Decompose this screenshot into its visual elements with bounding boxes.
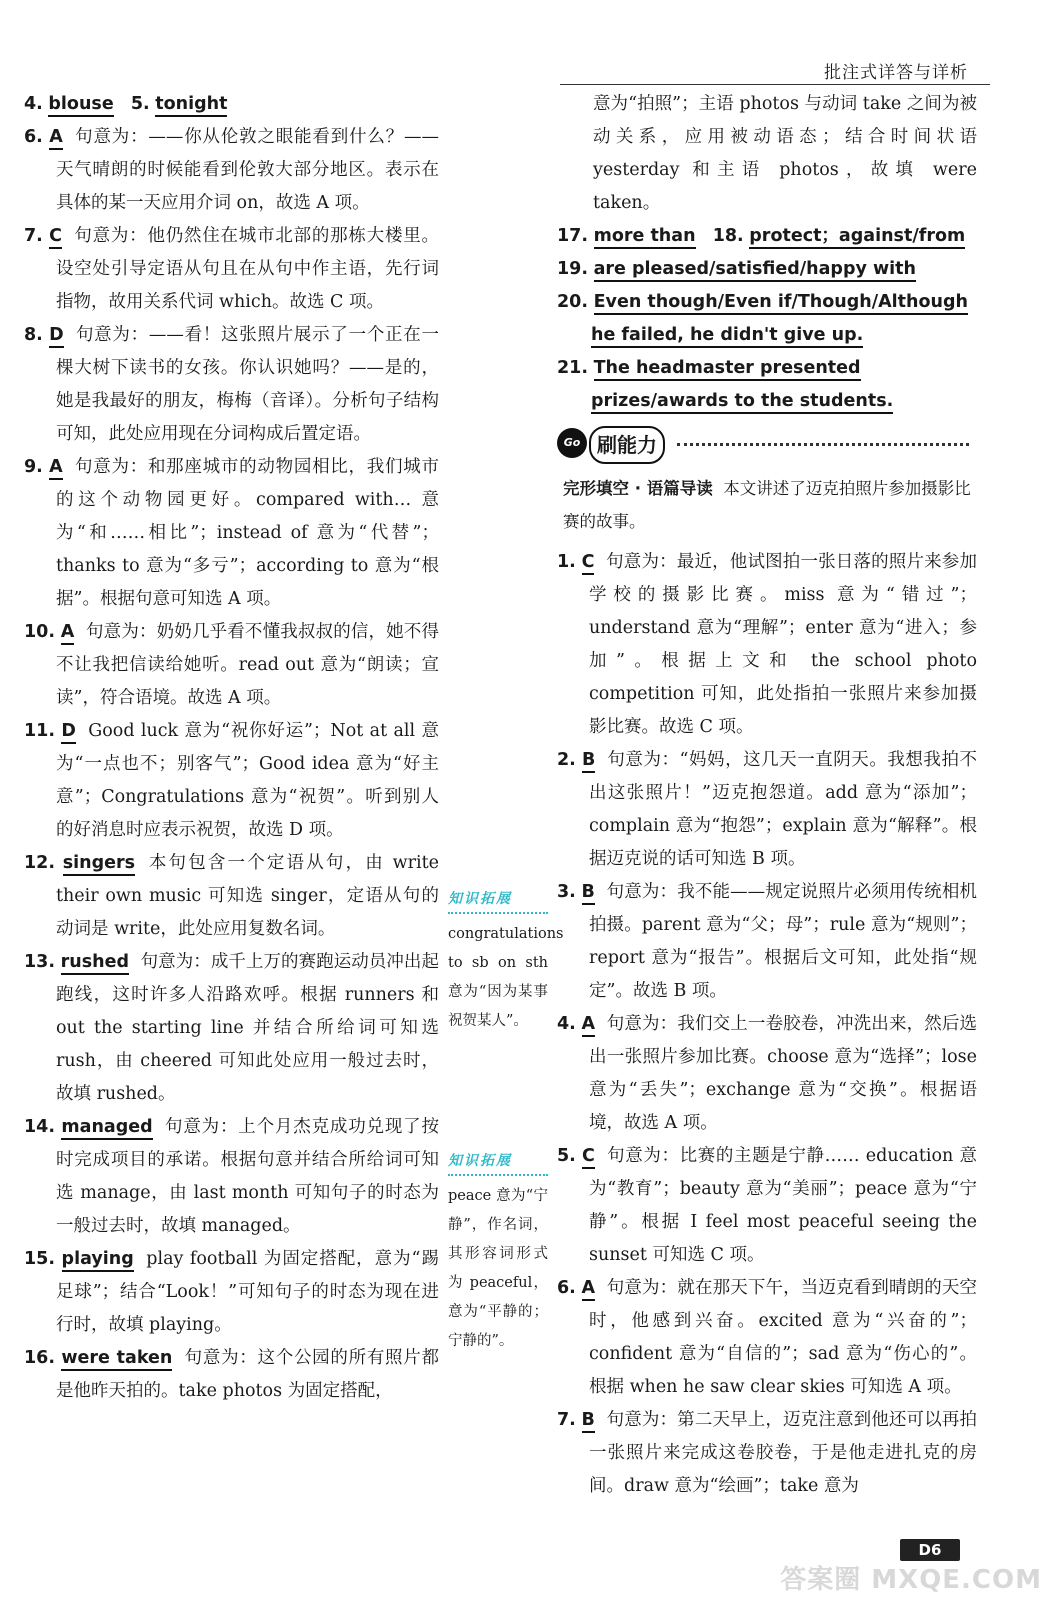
answer-item	[557, 744, 977, 876]
item-number: 4.	[24, 94, 43, 114]
answer-key: A	[61, 622, 75, 645]
answer-key: B	[582, 882, 595, 905]
explanation-text: 句意为：最近，他试图拍一张日落的照片来参加学校的摄影比赛。miss 意为“错过”；understand 意为“理解”；enter 意为“进入；参加”。根据上文和 the school photo competition 可知，此处指拍一张照片来参加摄影比赛。故选 C 项。	[589, 552, 977, 737]
answer-key: B	[582, 750, 595, 773]
answer-item	[557, 1008, 977, 1140]
explanation-text: 句意为：他仍然住在城市北部的那栋大楼里。设空处引导定语从句且在从句中作主语，先行词指物，故用关系代词 which。故选 C 项。	[56, 226, 439, 312]
answer-item	[24, 715, 439, 847]
fill-in-row	[557, 286, 977, 352]
fill-in-answers	[557, 220, 977, 418]
item-number: 12.	[24, 853, 56, 873]
item-number: 21.	[557, 358, 589, 378]
answer-key: A	[582, 1014, 596, 1037]
item-number: 15.	[24, 1249, 56, 1269]
item-number: 1.	[557, 552, 576, 572]
explanation-text: 句意为：上个月杰克成功兑现了按时完成项目的承诺。根据句意并结合所给词可知选 manage，由 last month 可知句子的时态为一般过去时，故填 managed。	[56, 1117, 439, 1236]
answer-item	[24, 1342, 439, 1408]
answer-item	[24, 220, 439, 319]
answer-item	[24, 451, 439, 616]
answer-key: blouse	[48, 94, 113, 117]
answer-item	[557, 1140, 977, 1272]
answer-key: D	[61, 721, 76, 744]
item-number: 8.	[24, 325, 43, 345]
fill-in-row	[557, 352, 977, 418]
explanation-text: 句意为：我不能——规定说照片必须用传统相机拍摄。parent 意为“父；母”；rule 意为“规则”；report 意为“报告”。根据后文可知，此处指“规定”。故选 B 项。	[589, 882, 977, 1001]
answer-item	[24, 847, 439, 946]
note-text: congratulations to sb on sth 意为“因为某事祝贺某人”。	[448, 926, 564, 1029]
item-number: 6.	[557, 1278, 576, 1298]
note-divider	[448, 1174, 548, 1176]
section-badge-icon: Go	[557, 428, 587, 458]
cloze-intro	[557, 472, 977, 538]
note-tag: 知识拓展	[448, 891, 512, 907]
continuation-text: 意为“拍照”；主语 photos 与动词 take 之间为被动关系，应用被动语态；结合时间状语 yesterday 和主语 photos，故填 were taken。	[593, 94, 977, 213]
answer-key: The headmaster presented prizes/awards to the students.	[591, 358, 893, 414]
item-number: 17.	[557, 226, 589, 246]
explanation-text: 句意为：——你从伦敦之眼能看到什么？——天气晴朗的时候能看到伦敦大部分地区。表示在具体的某一天应用介词 on，故选 A 项。	[56, 127, 439, 213]
section-title: 刷能力	[589, 426, 665, 464]
answer-item	[24, 1111, 439, 1243]
answer-item	[557, 876, 977, 1008]
answer-key: A	[49, 457, 63, 480]
answer-key: D	[49, 325, 64, 348]
answer-item	[24, 319, 439, 451]
item-number: 13.	[24, 952, 56, 972]
item-number: 11.	[24, 721, 56, 741]
answer-item	[24, 121, 439, 220]
item-number: 19.	[557, 259, 589, 279]
explanation-text: 句意为：就在那天下午，当迈克看到晴朗的天空时，他感到兴奋。excited 意为“兴奋的”；confident 意为“自信的”；sad 意为“伤心的”。根据 when he saw clear skies 可知选 A 项。	[589, 1278, 977, 1397]
item-number: 14.	[24, 1117, 56, 1137]
answer-item	[24, 1243, 439, 1342]
note-divider	[448, 912, 548, 914]
intro-tag: 完形填空 · 语篇导读	[563, 479, 713, 498]
explanation-text: play football 为固定搭配，意为“踢足球”；结合“Look！”可知句子的时态为现在进行时，故填 playing。	[56, 1249, 439, 1335]
answer-key: protect；against/from	[749, 226, 965, 249]
answer-key: Even though/Even if/Though/Although he failed, he didn't give up.	[591, 292, 968, 348]
note-tag: 知识拓展	[448, 1153, 512, 1169]
answer-key: rushed	[61, 952, 129, 975]
explanation-text: 句意为：第二天早上，迈克注意到他还可以再拍一张照片来完成这卷胶卷，于是他走进扎克的房间。draw 意为“绘画”；take 意为	[589, 1410, 977, 1496]
note-text: peace 意为“宁静”，作名词，其形容词形式为 peaceful，意为“平静的；宁静的”。	[448, 1188, 548, 1349]
answer-item	[557, 1272, 977, 1404]
item-number: 5.	[130, 94, 150, 114]
answer-item	[24, 616, 439, 715]
item-number: 6.	[24, 127, 43, 147]
explanation-text: 句意为：这个公园的所有照片都是他昨天拍的。take photos 为固定搭配，	[56, 1348, 439, 1401]
item-number: 4.	[557, 1014, 576, 1034]
cloze-answers	[557, 546, 977, 1503]
answer-item	[557, 1404, 977, 1503]
explanation-text: 句意为：比赛的主题是宁静…… education 意为“教育”；beauty 意为“美丽”；peace 意为“宁静”。根据 I feel most peaceful seeing the sunset 可知选 C 项。	[589, 1146, 977, 1265]
answer-key: singers	[63, 853, 135, 876]
answer-item	[24, 946, 439, 1111]
explanation-text: 句意为：和那座城市的动物园相比，我们城市的这个动物园更好。compared with… 意为“和……相比”；instead of 意为“代替”；thanks to 意为“多亏”；according to 意为“根据”。根据句意可知选 A 项。	[56, 457, 439, 609]
item-number: 5.	[557, 1146, 576, 1166]
right-column	[557, 88, 977, 1503]
answer-key: A	[49, 127, 63, 150]
answer-key: were taken	[61, 1348, 172, 1371]
explanation-text: 句意为：成千上万的赛跑运动员冲出起跑线，这时许多人沿路欢呼。根据 runners 和 out the starting line 并结合所给词可知选 rush，由 cheered 可知此处应用一般过去时，故填 rushed。	[56, 952, 439, 1104]
watermark-logo: 答案圈 MXQE.COM	[780, 1565, 1042, 1595]
explanation-text: 本句包含一个定语从句，由 write their own music 可知选 singer，定语从句的动词是 write，此处应用复数名词。	[56, 853, 439, 939]
section-header	[557, 424, 977, 466]
item-number: 7.	[557, 1410, 576, 1430]
page-number: D6	[900, 1539, 960, 1561]
answer-key: A	[582, 1278, 596, 1301]
item-number: 20.	[557, 292, 589, 312]
item-number: 7.	[24, 226, 43, 246]
explanation-text: 句意为：“妈妈，这几天一直阴天。我想我拍不出这张照片！”迈克抱怨道。add 意为“添加”；complain 意为“抱怨”；explain 意为“解释”。根据迈克说的话可知选 B 项。	[589, 750, 977, 869]
answer-key: tonight	[155, 94, 227, 117]
item-number: 18.	[712, 226, 744, 246]
page-header: 批注式详答与详析	[824, 63, 968, 83]
fill-in-row	[557, 253, 977, 286]
section-dotted-rule	[677, 443, 969, 446]
explanation-text: 句意为：——看！这张照片展示了一个正在一棵大树下读书的女孩。你认识她吗？——是的，她是我最好的朋友，梅梅（音译）。分析句子结构可知，此处应用现在分词构成后置定语。	[56, 325, 439, 444]
side-note-1	[448, 888, 564, 1036]
side-note-2	[448, 1150, 548, 1356]
answer-key: managed	[61, 1117, 152, 1140]
answer-key: more than	[594, 226, 696, 249]
explanation-text: Good luck 意为“祝你好运”；Not at all 意为“一点也不；别客气”；Good idea 意为“好主意”；Congratulations 意为“祝贺”。听到别人的好消息时应表示祝贺，故选 D 项。	[56, 721, 439, 840]
left-column	[24, 88, 439, 1408]
item-number: 3.	[557, 882, 576, 902]
answer-key: playing	[62, 1249, 134, 1272]
answer-item	[24, 88, 439, 121]
item-number: 10.	[24, 622, 56, 642]
intro-text: 本文讲述了迈克拍照片参加摄影比赛的故事。	[563, 479, 971, 531]
explanation-text: 句意为：奶奶几乎看不懂我叔叔的信，她不得不让我把信读给她听。read out 意为“朗读；宣读”，符合语境。故选 A 项。	[56, 622, 439, 708]
answer-key: C	[582, 552, 595, 575]
fill-in-row	[557, 220, 977, 253]
answer-key: B	[582, 1410, 595, 1433]
header-rule	[560, 84, 990, 85]
explanation-text: 句意为：我们交上一卷胶卷，冲洗出来，然后选出一张照片参加比赛。choose 意为“选择”；lose 意为“丢失”；exchange 意为“交换”。根据语境，故选 A 项。	[589, 1014, 977, 1133]
item-number: 9.	[24, 457, 43, 477]
item-number: 16.	[24, 1348, 56, 1368]
item-number: 2.	[557, 750, 576, 770]
answer-key: are pleased/satisfied/happy with	[594, 259, 916, 282]
answer-item	[557, 546, 977, 744]
answer-key: C	[582, 1146, 595, 1169]
answer-key: C	[49, 226, 62, 249]
